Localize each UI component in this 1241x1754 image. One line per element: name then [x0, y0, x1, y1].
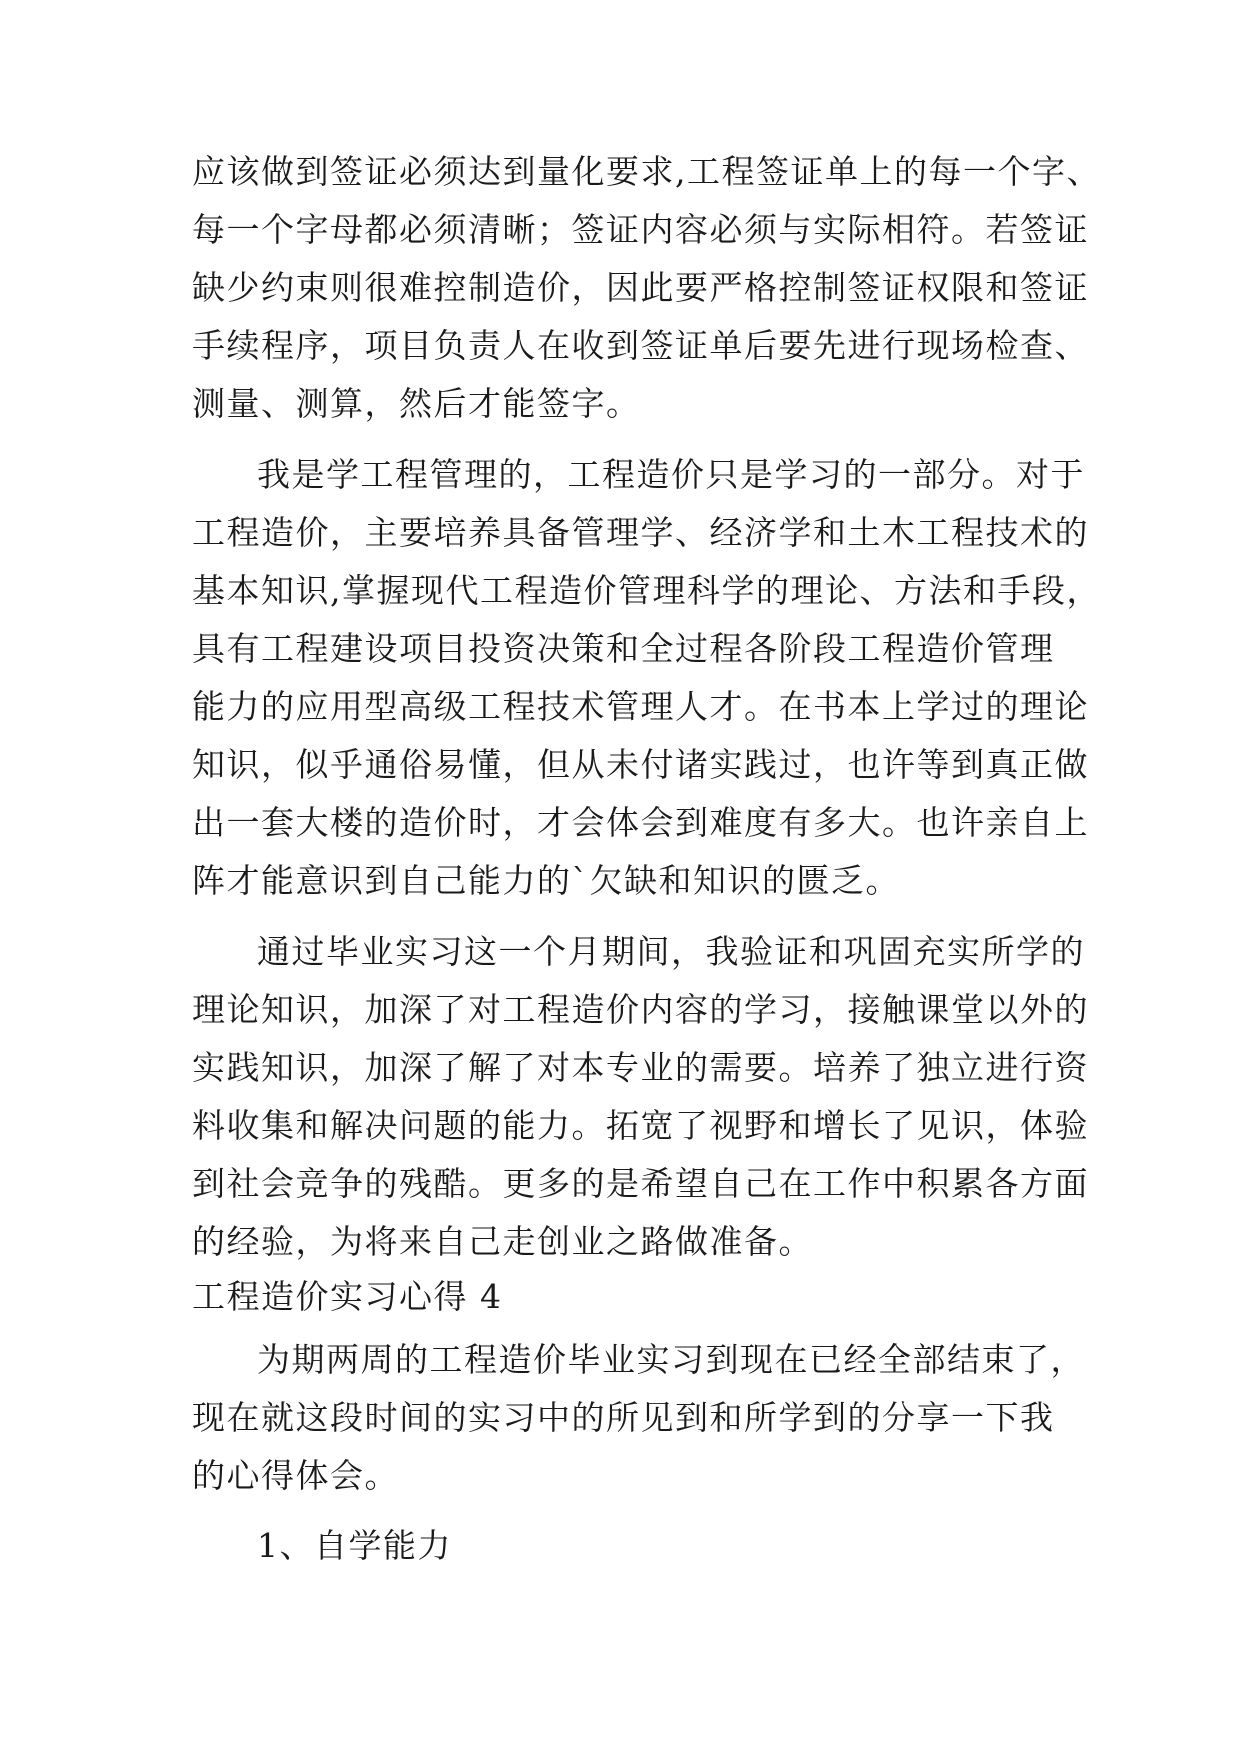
body-text-line: 出一套大楼的造价时，才会体会到难度有多大。也许亲自上 [192, 803, 1089, 842]
body-text-line: 的心得体会。 [192, 1456, 399, 1495]
body-text-line: 实践知识，加深了解了对本专业的需要。培养了独立进行资 [192, 1048, 1089, 1087]
paragraph-first-line: 通过毕业实习这一个月期间，我验证和巩固充实所学的 [257, 932, 1085, 971]
body-text-line: 料收集和解决问题的能力。拓宽了视野和增长了见识，体验 [192, 1106, 1089, 1145]
body-text-line: 理论知识，加深了对工程造价内容的学习，接触课堂以外的 [192, 990, 1089, 1029]
body-text-line: 测量、测算，然后才能签字。 [192, 384, 641, 423]
body-text-line: 手续程序，项目负责人在收到签证单后要先进行现场检查、 [192, 326, 1089, 365]
list-item-heading: 1、自学能力 [257, 1526, 452, 1565]
body-text-line: 到社会竞争的残酷。更多的是希望自己在工作中积累各方面 [192, 1164, 1089, 1203]
body-text-line: 知识，似乎通俗易懂，但从未付诸实践过，也许等到真正做 [192, 745, 1089, 784]
section-heading: 工程造价实习心得 4 [192, 1277, 503, 1316]
body-text-line: 阵才能意识到自己能力的`欠缺和知识的匮乏。 [192, 861, 900, 900]
paragraph-first-line: 我是学工程管理的，工程造价只是学习的一部分。对于 [257, 455, 1085, 494]
paragraph-first-line: 为期两周的工程造价毕业实习到现在已经全部结束了， [257, 1340, 1085, 1379]
body-text-line: 应该做到签证必须达到量化要求,工程签证单上的每一个字、 [192, 152, 1101, 191]
body-text-line: 工程造价，主要培养具备管理学、经济学和土木工程技术的 [192, 513, 1089, 552]
body-text-line: 缺少约束则很难控制造价，因此要严格控制签证权限和签证 [192, 268, 1089, 307]
body-text-line: 现在就这段时间的实习中的所见到和所学到的分享一下我 [192, 1398, 1055, 1437]
body-text-line: 每一个字母都必须清晰；签证内容必须与实际相符。若签证 [192, 210, 1089, 249]
body-text-line: 具有工程建设项目投资决策和全过程各阶段工程造价管理 [192, 629, 1055, 668]
body-text-line: 能力的应用型高级工程技术管理人才。在书本上学过的理论 [192, 687, 1089, 726]
body-text-line: 基本知识,掌握现代工程造价管理科学的理论、方法和手段， [192, 571, 1101, 610]
body-text-line: 的经验，为将来自己走创业之路做准备。 [192, 1222, 813, 1261]
